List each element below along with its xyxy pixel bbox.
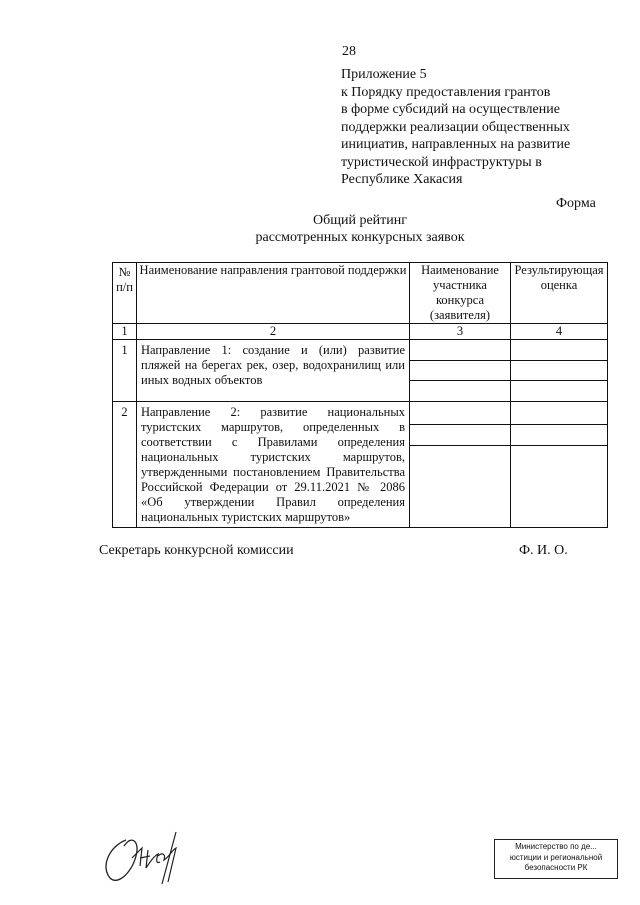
appendix-heading: [341, 66, 631, 189]
column-number: 2: [137, 324, 410, 340]
column-number: 1: [113, 324, 137, 340]
stamp-line: безопасности РК: [524, 863, 588, 872]
column-number: 3: [410, 324, 511, 340]
appendix-line: инициатив, направленных на развитие: [341, 137, 571, 152]
score-cells: [511, 402, 608, 528]
fio-label: Ф. И. О.: [519, 543, 568, 558]
appendix-line: Республике Хакасия: [341, 172, 463, 187]
header-participant: [410, 263, 511, 324]
header-score-text: Результирующая оценка: [514, 263, 604, 292]
appendix-line: поддержки реализации общественных: [341, 119, 570, 135]
appendix-line: Приложение 5: [341, 67, 427, 82]
stamp-line: юстиции и региональной: [509, 852, 603, 862]
document-title: [160, 212, 560, 246]
form-label: Форма: [556, 196, 596, 211]
table-row: [113, 340, 608, 402]
appendix-line: к Порядку предоставления грантов: [341, 84, 551, 100]
header-score: [511, 263, 608, 324]
appendix-line: туристической инфраструктуры в: [341, 154, 542, 170]
participant-cells: [410, 340, 511, 402]
column-number: 4: [511, 324, 608, 340]
signature-icon: [96, 826, 206, 886]
stamp-line: Министерство по де...: [515, 842, 597, 851]
score-cells: [511, 340, 608, 402]
row-direction: Направление 2: развитие национальных туристских маршрутов, определенных в соответствии с Правилами определения национальных туристских маршрутов, утвержденными постановлением Правительства Российской Федерации от 29.11.2021 № 2086 «Об утверждении Правил определения национальных туристских маршрутов»: [137, 402, 410, 528]
column-numbers-row: [113, 324, 608, 340]
title-line-2: рассмотренных конкурсных заявок: [255, 230, 465, 245]
appendix-line: в форме субсидий на осуществление: [341, 102, 560, 117]
table-row: [113, 402, 608, 528]
header-number-text: № п/п: [116, 265, 133, 294]
title-line-1: Общий рейтинг: [312, 213, 408, 228]
header-number: [113, 263, 137, 324]
ministry-stamp: [494, 839, 618, 879]
header-direction-text: Наименование направления грантовой поддержки: [139, 263, 407, 277]
row-number: 1: [113, 340, 137, 402]
participant-cells: [410, 402, 511, 528]
secretary-label: Секретарь конкурсной комиссии: [99, 543, 294, 558]
header-direction: [137, 263, 410, 324]
rating-table: [112, 262, 608, 528]
header-participant-text: Наименование участника конкурса (заявителя): [421, 263, 499, 322]
row-number: 2: [113, 402, 137, 528]
row-direction: Направление 1: создание и (или) развитие пляжей на берегах рек, озер, водохранилищ или иных водных объектов: [137, 340, 410, 402]
table-header-row: [113, 263, 608, 324]
page-number: 28: [342, 44, 356, 59]
